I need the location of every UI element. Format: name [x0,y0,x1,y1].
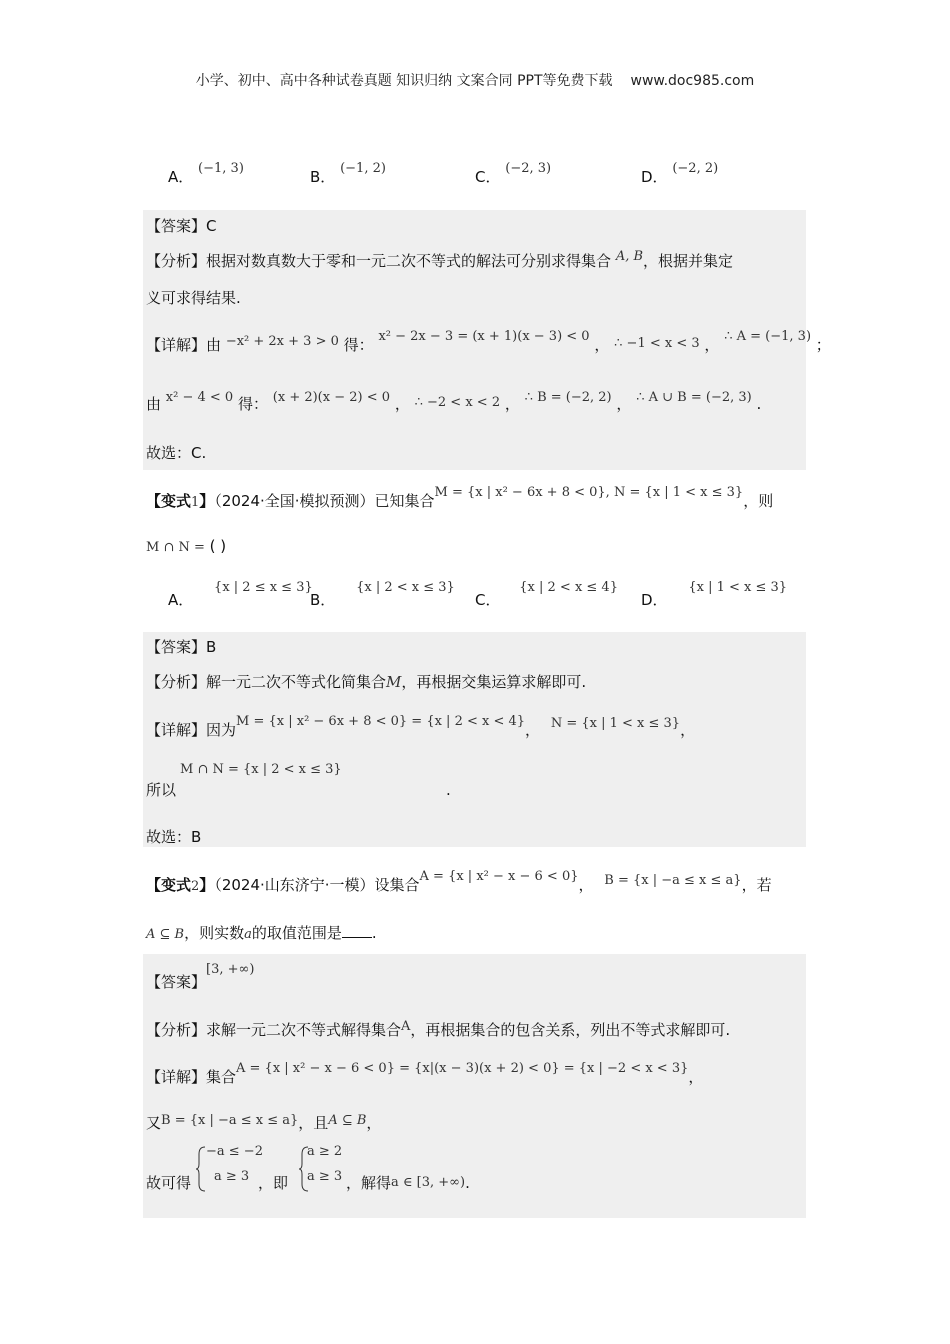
page-header [0,70,950,90]
header-url[interactable]: www.doc985.com [630,73,755,89]
blank [342,923,372,938]
detail-line-2: 由 x² − 4 < 0 得： (x + 2)(x − 2) < 0 ， ∴ −2 < x < 2 ， ∴ B = (−2, 2) ， ∴ A ∪ B = (−2, 3) . [146,390,762,413]
v2-answer: 【答案】[3, +∞) [146,962,255,991]
answer-line: 【答案】C [146,217,217,235]
v2-detail-2: 又B = {x | −a ≤ x ≤ a}，且A ⊆ B， [146,1113,382,1132]
detail-line-1: 【详解】由 −x² + 2x + 3 > 0 得： x² − 2x − 3 = (x + 1)(x − 3) < 0 ， ∴ −1 < x < 3 ， ∴ A = (−1, 3) ； [146,329,831,354]
v1-option-c: C． {x | 2 < x ≤ 4} [475,580,618,609]
v2-detail-3-end: ，解得a ∈ [3, +∞). [346,1174,470,1192]
v2-detail-3-mid: ，即 [258,1174,289,1192]
variant-2-question-2: A ⊆ B，则实数a的取值范围是 . [146,924,377,942]
v1-option-b: B． {x | 2 < x ≤ 3} [310,580,455,609]
v2-analysis: 【分析】求解一元二次不等式解得集合A，再根据集合的包含关系，列出不等式求解即可. [146,1019,731,1039]
analysis-line-2: 义可求得结果. [146,289,241,307]
option-c: C． (−2, 3) [475,161,552,186]
analysis-line: 【分析】根据对数真数大于零和一元二次不等式的解法可分别求得集合 A, B，根据并集定 [146,249,734,270]
header-text: 小学、初中、高中各种试卷真题 知识归纳 文案合同 PPT等免费下载 [195,73,613,89]
v1-analysis: 【分析】解一元二次不等式化简集合M，再根据交集运算求解即可. [146,673,587,691]
v1-detail-2-expr: M ∩ N = {x | 2 < x ≤ 3} [180,762,342,777]
v1-detail-2: 所以 . [146,781,451,799]
brace-icon [196,1146,206,1192]
v2-detail-3: 故可得 [146,1174,192,1192]
variant-1-question-2: M ∩ N = ( ) [146,537,227,555]
v1-option-d: D． {x | 1 < x ≤ 3} [641,580,788,609]
choose-line: 故选：C. [146,444,207,462]
v1-option-a: A． {x | 2 ≤ x ≤ 3} [168,580,313,609]
v1-answer: 【答案】B [146,638,217,656]
variant-1-question: 【变式1】（2024·全国·模拟预测）已知集合M = {x | x² − 6x + 8 < 0}, N = {x | 1 < x ≤ 3}，则 [146,485,774,510]
option-a: A． (−1, 3) [168,161,244,186]
option-d: D． (−2, 2) [641,161,719,186]
v2-detail-1: 【详解】集合A = {x | x² − x − 6 < 0} = {x|(x − 3)(x + 2) < 0} = {x | −2 < x < 3}， [146,1061,704,1086]
v1-choose: 故选：B [146,828,202,846]
variant-2-question: 【变式2】（2024·山东济宁·一模）设集合A = {x | x² − x − 6 < 0}， B = {x | −a ≤ x ≤ a}，若 [146,869,772,894]
option-b: B． (−1, 2) [310,161,386,186]
v1-detail-1: 【详解】因为M = {x | x² − 6x + 8 < 0} = {x | 2 < x < 4}， N = {x | 1 < x ≤ 3}， [146,714,696,739]
